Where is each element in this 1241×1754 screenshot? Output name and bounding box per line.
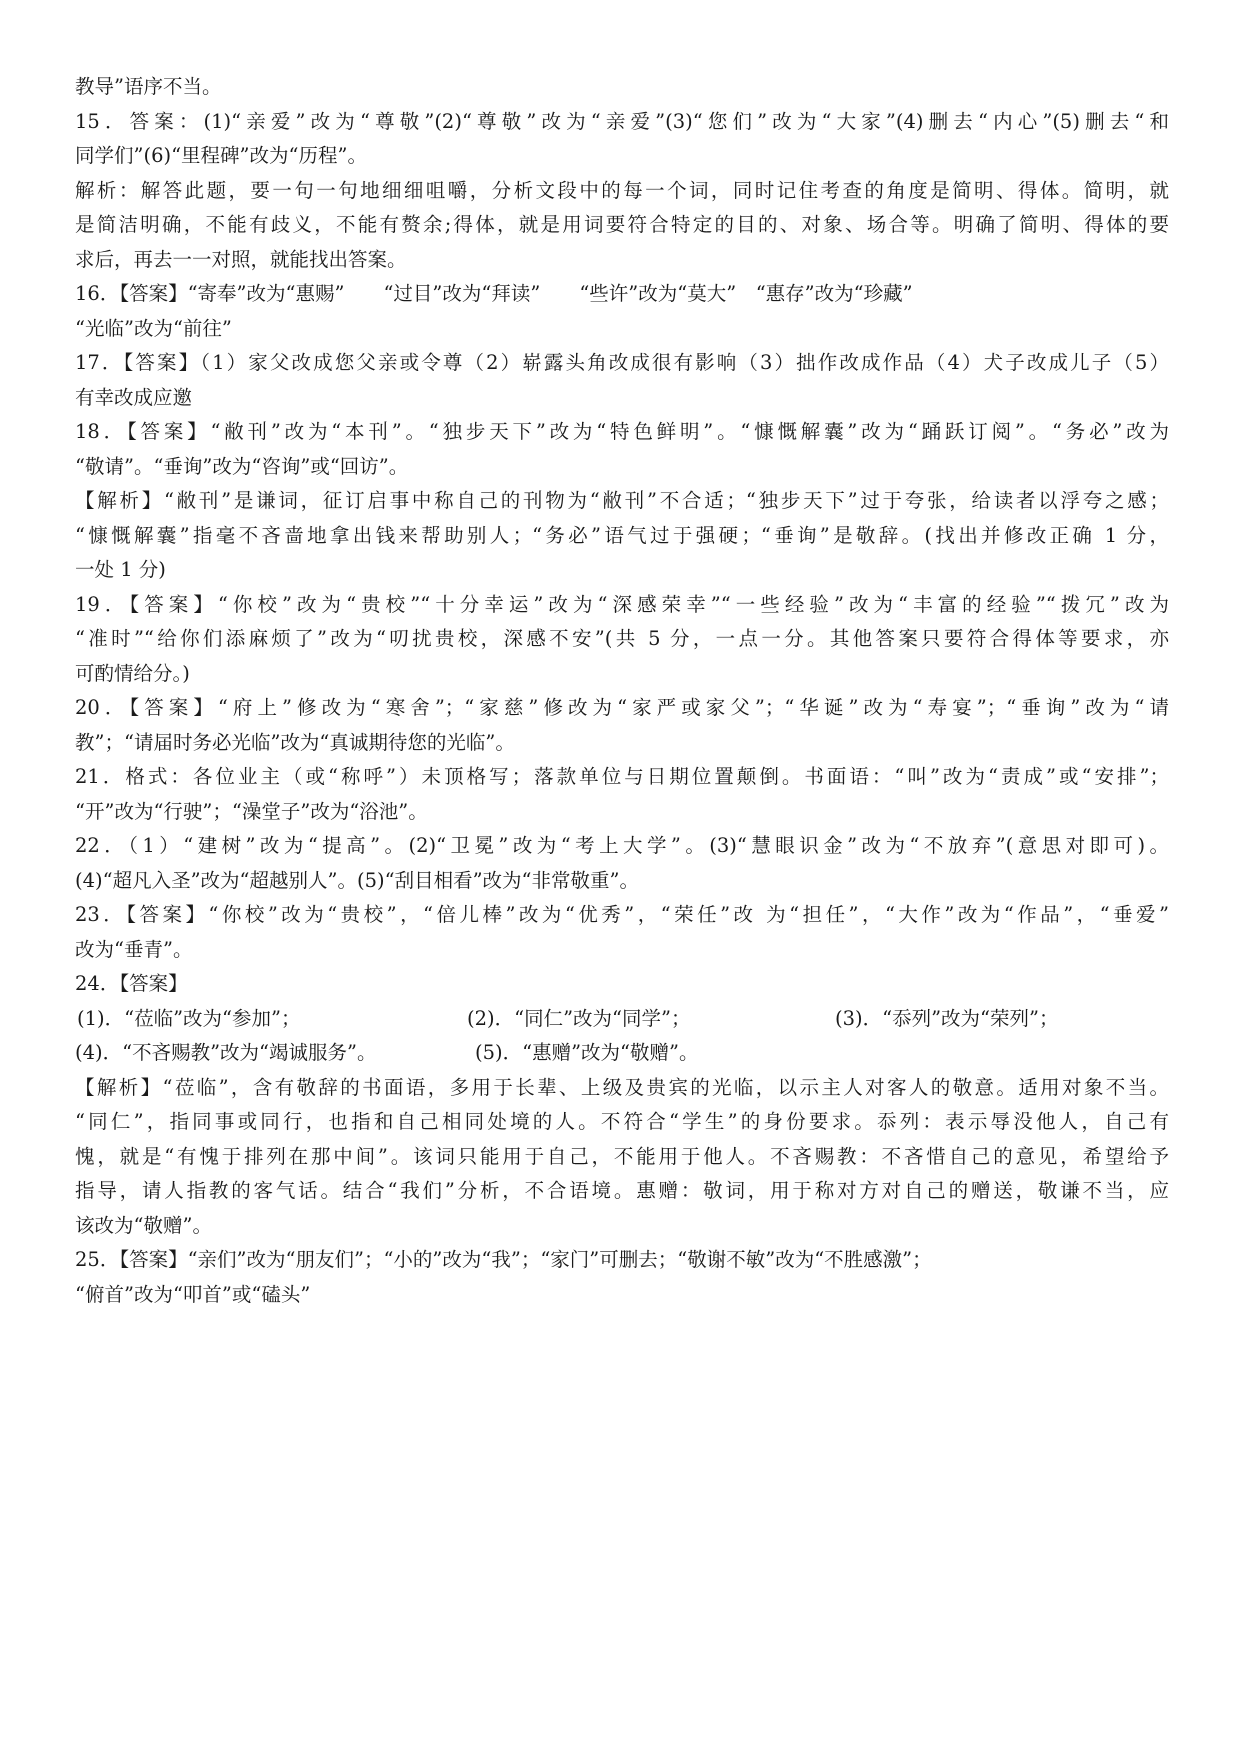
- text-line: 16．【答案】“寄奉”改为“惠赐” “过目”改为“拜读” “些许”改为“莫大” “惠存”改为“珍藏”: [75, 282, 913, 305]
- q24-options-row-2: [75, 1036, 1169, 1071]
- text-line: 有幸改成应邀: [75, 385, 193, 409]
- text-line: 可酌情给分。): [75, 661, 190, 685]
- text-line: “光临”改为“前往”: [75, 316, 232, 340]
- text-line: 教”；“请届时务必光临”改为“真诚期待您的光临”。: [75, 730, 515, 754]
- text-line: 24．【答案】: [75, 972, 188, 995]
- text-line: “准时”“给你们添麻烦了”改为“叨扰贵校，深感不安”(共 5 分，一点一分。其他答案只要符合得体等要求，亦: [75, 627, 1169, 650]
- q24-option: (1)．“莅临”改为“参加”；: [77, 1006, 301, 1030]
- text-line: 19．【答案】“你校”改为“贵校”“十分幸运”改为“深感荣幸”“一些经验”改为“丰富的经验”“拨冗”改为: [75, 592, 1169, 616]
- text-line: 改为“垂青”。: [75, 937, 193, 961]
- text-line: 同学们”(6)“里程碑”改为“历程”。: [75, 144, 367, 167]
- text-line: 是简洁明确，不能有歧义，不能有赘余;得体，就是用词要符合特定的目的、对象、场合等。明确了简明、得体的要: [75, 213, 1169, 236]
- text-line: “敬请”。“垂询”改为“咨询”或“回访”。: [75, 454, 409, 478]
- text-line: 【解析】“莅临”，含有敬辞的书面语，多用于长辈、上级及贵宾的光临，以示主人对客人的敬意。适用对象不当。: [75, 1075, 1169, 1099]
- text-line: “慷慨解囊”指毫不吝啬地拿出钱来帮助别人；“务必”语气过于强硬；“垂询”是敬辞。(找出并修改正确 1 分，: [75, 523, 1169, 547]
- q24-option: (4)．“不吝赐教”改为“竭诚服务”。: [75, 1041, 377, 1064]
- text-line: 15．答案：(1)“亲爱”改为“尊敬”(2)“尊敬”改为“亲爱”(3)“您们”改为“大家”(4)删去“内心”(5)删去“和: [75, 109, 1169, 133]
- q24-options-row-1: [75, 1002, 1169, 1037]
- text-line: 该改为“敬赠”。: [75, 1213, 212, 1237]
- text-line: 23．【答案】“你校”改为“贵校”，“倍儿棒”改为“优秀”，“荣任”改 为“担任”，“大作”改为“作品”，“垂爱”: [75, 903, 1169, 926]
- text-line: 愧，就是“有愧于排列在那中间”。该词只能用于自己，不能用于他人。不吝赐教：不吝惜自己的意见，希望给予: [75, 1144, 1169, 1168]
- text-line: “同仁”，指同事或同行，也指和自己相同处境的人。不符合“学生”的身份要求。忝列：表示辱没他人，自己有: [75, 1110, 1169, 1133]
- q24-option: (2)．“同仁”改为“同学”；: [467, 1006, 691, 1030]
- text-line: 教导”语序不当。: [75, 75, 222, 98]
- text-line: 一处 1 分): [75, 558, 166, 581]
- q24-option: (5)．“惠赠”改为“敬赠”。: [475, 1041, 699, 1064]
- text-line: 【解析】“敝刊”是谦词，征订启事中称自己的刊物为“敝刊”不合适；“独步天下”过于夸张，给读者以浮夸之感；: [75, 489, 1169, 512]
- text-line: 指导，请人指教的客气话。结合“我们”分析，不合语境。惠赠：敬词，用于称对方对自己的赠送，敬谦不当，应: [75, 1179, 1169, 1202]
- text-line: “开”改为“行驶”；“澡堂子”改为“浴池”。: [75, 799, 428, 823]
- text-line: 25．【答案】“亲们”改为“朋友们”；“小的”改为“我”；“家门”可删去；“敬谢不敏”改为“不胜感激”；: [75, 1248, 932, 1271]
- text-line: 求后，再去一一对照，就能找出答案。: [75, 247, 407, 271]
- text-line: (4)“超凡入圣”改为“超越别人”。(5)“刮目相看”改为“非常敬重”。: [75, 868, 639, 892]
- text-line: 21．格式：各位业主（或“称呼”）未顶格写；落款单位与日期位置颠倒。书面语：“叫”改为“责成”或“安排”；: [75, 765, 1169, 788]
- document-page: [75, 70, 1169, 1312]
- text-line: 解析：解答此题，要一句一句地细细咀嚼，分析文段中的每一个词，同时记住考查的角度是简明、得体。简明，就: [75, 178, 1169, 202]
- q24-option: (3)．“忝列”改为“荣列”；: [835, 1006, 1059, 1030]
- text-line: 20．【答案】“府上”修改为“寒舍”；“家慈”修改为“家严或家父”；“华诞”改为“寿宴”；“垂询”改为“请: [75, 696, 1169, 719]
- text-line: 18．【答案】“敝刊”改为“本刊”。“独步天下”改为“特色鲜明”。“慷慨解囊”改为“踊跃订阅”。“务必”改为: [75, 420, 1169, 443]
- text-line: 22．（1）“建树”改为“提高”。(2)“卫冕”改为“考上大学”。(3)“慧眼识金”改为“不放弃”(意思对即可)。: [75, 834, 1169, 857]
- text-line: 17．【答案】（1）家父改成您父亲或令尊（2）崭露头角改成很有影响（3）拙作改成作品（4）犬子改成儿子（5）: [75, 351, 1169, 374]
- text-line: “俯首”改为“叩首”或“磕头”: [75, 1282, 311, 1306]
